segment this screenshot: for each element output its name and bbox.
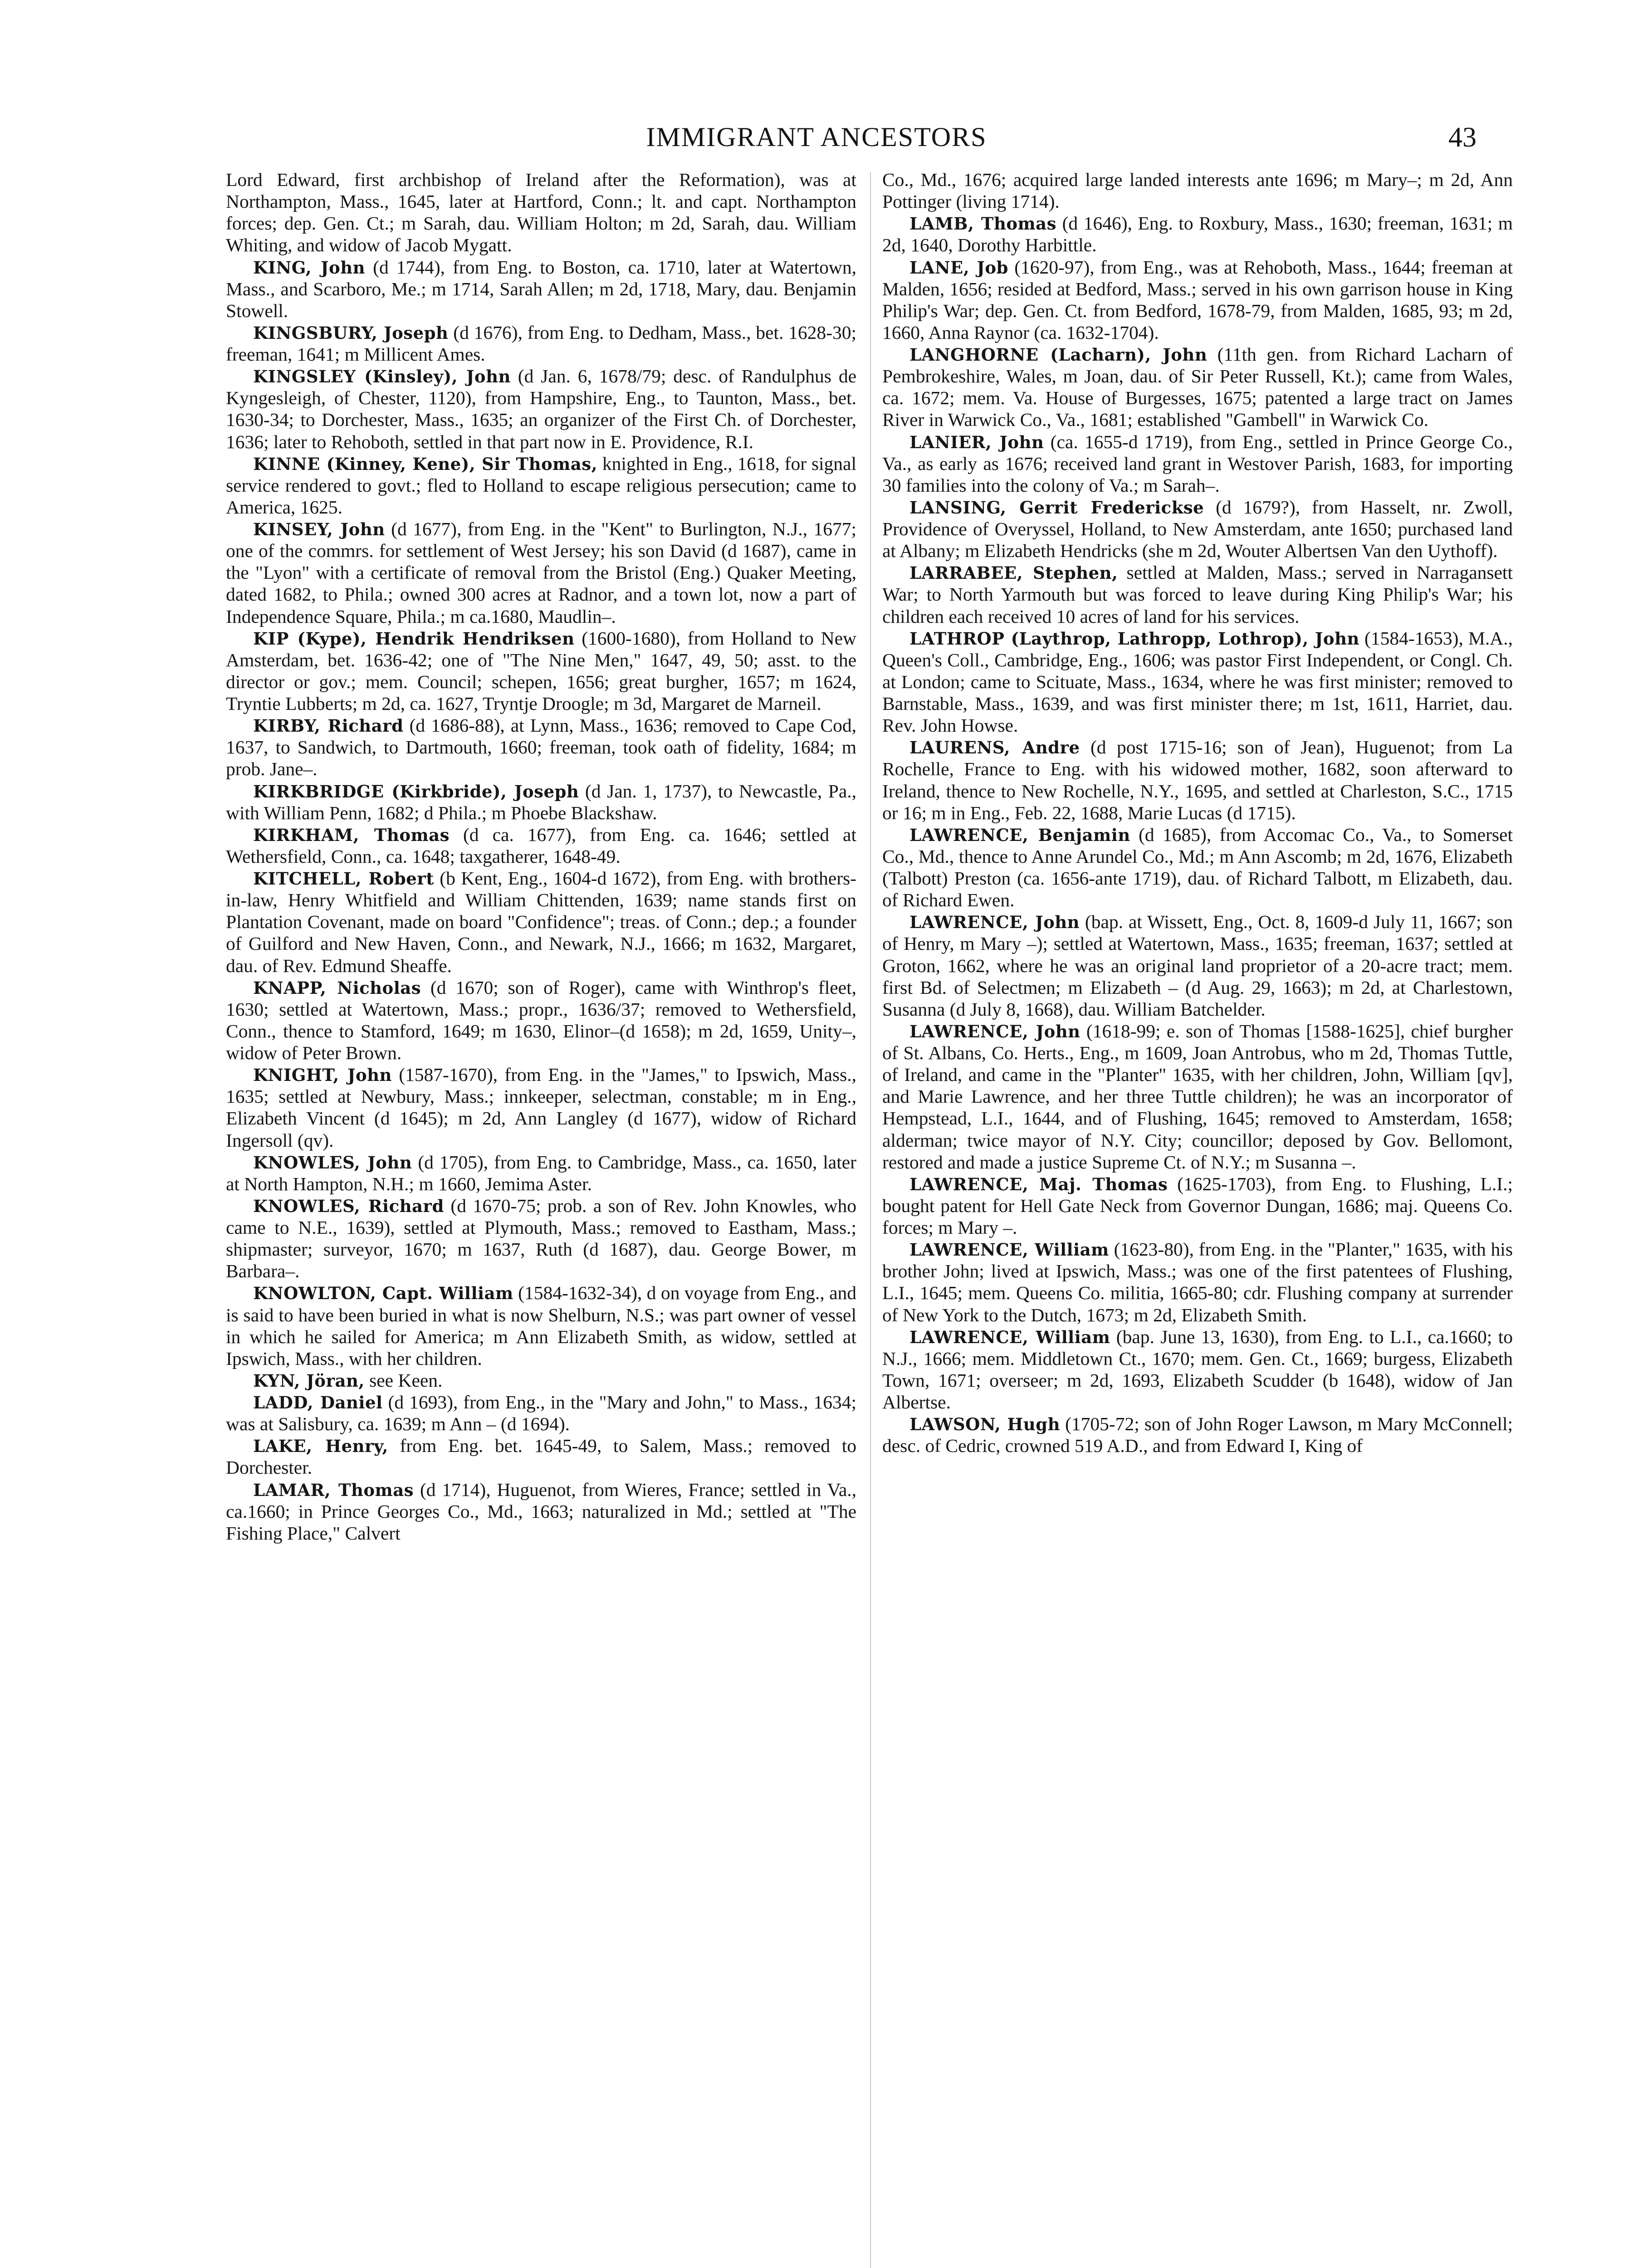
dictionary-entry bbox=[226, 714, 856, 780]
entry-name: LAWRENCE, William bbox=[909, 1240, 1109, 1260]
dictionary-entry bbox=[226, 1151, 856, 1195]
entry-text: (b Kent, Eng., 1604-d 1672), from Eng. with brothers-in-law, Henry Whitfield and William Chittenden, 1639; name stands first on Plantation Covenant, made on board "Confidence"; treas. of Conn.; dep.; a founder of Guilford and New Haven, Conn., and Newark, N.J., 1666; m 1632, Margaret, dau. of Rev. Edmund Sheaffe. bbox=[226, 868, 856, 976]
dictionary-entry bbox=[226, 1369, 856, 1391]
entry-name: KING, John bbox=[253, 257, 366, 278]
entry-name: KYN, Jöran, bbox=[253, 1370, 365, 1391]
entry-text: (ca. 1655-d 1719), from Eng., settled in Prince George Co., Va., as early as 1676; received land grant in Westover Parish, 1683, for importing 30 families into the colony of Va.; m Sarah–. bbox=[882, 431, 1513, 496]
left-column bbox=[226, 169, 856, 2268]
dictionary-entry bbox=[226, 1391, 856, 1435]
dictionary-entry bbox=[882, 736, 1513, 824]
dictionary-entry bbox=[882, 1173, 1513, 1238]
dictionary-entry bbox=[882, 824, 1513, 911]
entry-text: (d Jan. 1, 1737), to Newcastle, Pa., with William Penn, 1682; d Phila.; m Phoebe Blackshaw. bbox=[226, 780, 856, 823]
dictionary-entry bbox=[226, 780, 856, 824]
entry-text: (1587-1670), from Eng. in the "James," to Ipswich, Mass., 1635; settled at Newbury, Mass.; innkeeper, selectman, constable; m in Eng., Elizabeth Vincent (d 1645); m 2d, Ann Langley (d 1677), widow of Richard Ingersoll (qv). bbox=[226, 1064, 856, 1151]
dictionary-entry bbox=[226, 1195, 856, 1282]
entry-text: (d 1705), from Eng. to Cambridge, Mass., ca. 1650, later at North Hampton, N.H.; m 1660, Jemima Aster. bbox=[226, 1151, 856, 1194]
entry-text: (d 1714), Huguenot, from Wieres, France; settled in Va., ca.1660; in Prince Georges Co., Md., 1663; naturalized in Md.; settled at "The Fishing Place," Calvert bbox=[226, 1479, 856, 1544]
entry-name: KITCHELL, Robert bbox=[253, 869, 434, 889]
dictionary-entry bbox=[226, 518, 856, 627]
entry-text: (d 1677), from Eng. in the "Kent" to Burlington, N.J., 1677; one of the commrs. for settlement of West Jersey; his son David (d 1687), came in the "Lyon" with a certificate of removal from the Bristol (Eng.) Quaker Meeting, dated 1682, to Phila.; owned 300 acres at Radnor, and a town lot, now a part of Independence Square, Phila.; m ca.1680, Maudlin–. bbox=[226, 518, 856, 627]
entry-name: LANIER, John bbox=[909, 432, 1044, 452]
dictionary-entry bbox=[882, 212, 1513, 256]
page-number: 43 bbox=[1448, 122, 1477, 153]
entry-name: LAWRENCE, William bbox=[909, 1327, 1110, 1347]
dictionary-entry bbox=[226, 627, 856, 715]
entry-text: (d 1646), Eng. to Roxbury, Mass., 1630; freeman, 1631; m 2d, 1640, Dorothy Harbittle. bbox=[882, 213, 1513, 256]
entry-name: LAWRENCE, John bbox=[909, 1021, 1081, 1041]
entry-name: LAWRENCE, Maj. Thomas bbox=[909, 1174, 1168, 1194]
entry-text: (1623-80), from Eng. in the "Planter," 1635, with his brother John; lived at Ipswich, Mass.; was one of the first patentees of Flushing, L.I., 1645; mem. Queens Co. militia, 1665-80; cdr. Flushing company at surrender of New York to the Dutch, 1673; m 2d, Elizabeth Smith. bbox=[882, 1239, 1513, 1325]
dictionary-entry bbox=[882, 343, 1513, 431]
entry-name: KINSEY, John bbox=[253, 519, 385, 539]
dictionary-entry bbox=[226, 977, 856, 1064]
dictionary-entry bbox=[882, 496, 1513, 562]
entry-text: (d ca. 1677), from Eng. ca. 1646; settled at Wethersfield, Conn., ca. 1648; taxgatherer, 1648-49. bbox=[226, 824, 856, 867]
entry-text: (1625-1703), from Eng. to Flushing, L.I.; bought patent for Hell Gate Neck from Governor Dungan, 1686; maj. Queens Co. forces; m Mary –. bbox=[882, 1173, 1513, 1238]
dictionary-entry bbox=[882, 1020, 1513, 1173]
dictionary-entry bbox=[882, 169, 1513, 212]
entry-name: LANSING, Gerrit Fredericksе bbox=[909, 497, 1204, 518]
dictionary-entry bbox=[226, 867, 856, 977]
dictionary-entry bbox=[226, 1282, 856, 1369]
dictionary-entry bbox=[226, 256, 856, 322]
dictionary-entry bbox=[882, 627, 1513, 737]
page-header bbox=[0, 122, 1633, 171]
entry-text: Lord Edward, first archbishop of Ireland after the Reformation), was at Northampton, Mass., 1645, later at Hartford, Conn.; lt. and capt. Northampton forces; dep. Gen. Ct.; m Sarah, dau. William Holton; m 2d, Sarah, dau. William Whiting, and widow of Jacob Mygatt. bbox=[226, 169, 856, 256]
dictionary-entry bbox=[882, 431, 1513, 496]
dictionary-entry bbox=[226, 322, 856, 365]
entry-name: KINGSBURY, Joseph bbox=[253, 323, 449, 343]
entry-name: LAURENS, Andre bbox=[909, 738, 1080, 758]
dictionary-entry bbox=[882, 1238, 1513, 1326]
entry-text: (d 1685), from Accomac Co., Va., to Somerset Co., Md., thence to Anne Arundel Co., Md.; m Ann Ascomb; m 2d, 1676, Elizabeth (Talbott) Preston (ca. 1656-ante 1719), dau. of Richard Talbott, m Elizabeth, dau. of Richard Ewen. bbox=[882, 824, 1513, 911]
entry-name: KNOWLES, John bbox=[253, 1152, 412, 1173]
dictionary-entry bbox=[226, 1435, 856, 1478]
entry-text: settled at Malden, Mass.; served in Narragansett War; to North Yarmouth but was forced to leave during King Philip's War; his children each received 10 acres of land for his services. bbox=[882, 562, 1513, 627]
entry-text: (d Jan. 6, 1678/79; desc. of Randulphus de Kyngesleigh, of Chester, 1120), from Hampshire, Eng., to Taunton, Mass., bet. 1630-34; to Dorchester, Mass., 1635; an organizer of the First Ch. of Dorchester, 1636; later to Rehoboth, settled in that part now in E. Providence, R.I. bbox=[226, 366, 856, 452]
entry-text: (1618-99; e. son of Thomas [1588-1625], chief burgher of St. Albans, Co. Herts., Eng., m 1609, Joan Antrobus, who m 2d, Thomas Tuttle, of Ireland, and came in the "Planter" 1635, with her children, John, William [qv], and Marie Lawrence, and her three Tuttle children); he was an incorporator of Hempstead, L.I., 1644, and of Flushing, 1645; removed to Amsterdam, 1658; alderman; twice mayor of N.Y. City; councillor; deposed by Gov. Bellomont, restored and made a justice Supreme Ct. of N.Y.; m Susanna –. bbox=[882, 1020, 1513, 1173]
dictionary-entry bbox=[226, 1064, 856, 1151]
entry-text: (d 1670; son of Roger), came with Winthrop's fleet, 1630; settled at Watertown, Mass.; propr., 1636/37; removed to Wethersfield, Conn., thence to Stamford, 1649; m 1630, Elinor–(d 1658); m 2d, 1659, Unity–, widow of Peter Brown. bbox=[226, 977, 856, 1063]
entry-name: LAMB, Thomas bbox=[909, 214, 1056, 234]
entry-name: LATHROP (Laythrop, Lathropp, Lothrop), John bbox=[909, 628, 1359, 649]
entry-text: (bap. June 13, 1630), from Eng. to L.I., ca.1660; to N.J., 1666; mem. Middletown Ct., 1670; mem. Gen. Ct., 1669; burgess, Elizabeth Town, 1671; overseer; m 2d, 1693, Elizabeth Scudder (b 1648), widow of Jan Albertse. bbox=[882, 1326, 1513, 1413]
entry-text: knighted in Eng., 1618, for signal service rendered to govt.; fled to Holland to escape religious persecution; came to America, 1625. bbox=[226, 453, 856, 518]
dictionary-entry bbox=[882, 1413, 1513, 1457]
running-head: IMMIGRANT ANCESTORS bbox=[646, 122, 987, 152]
entry-text: (d 1744), from Eng. to Boston, ca. 1710, later at Watertown, Mass., and Scarboro, Me.; m 1714, Sarah Allen; m 2d, 1718, Mary, dau. Benjamin Stowell. bbox=[226, 256, 856, 321]
entry-text: Co., Md., 1676; acquired large landed interests ante 1696; m Mary–; m 2d, Ann Pottinger (living 1714). bbox=[882, 169, 1513, 212]
entry-name: KIRKHAM, Thomas bbox=[253, 825, 450, 845]
entry-name: LAWRENCE, Benjamin bbox=[909, 825, 1130, 845]
entry-text: (1584-1632-34), d on voyage from Eng., and is said to have been buried in what is now Shelburn, N.S.; was part owner of vessel in which he sailed for America; m Ann Elizabeth Smith, as widow, settled at Ipswich, Mass., with her children. bbox=[226, 1282, 856, 1369]
dictionary-entry bbox=[882, 911, 1513, 1020]
entry-text: from Eng. bet. 1645-49, to Salem, Mass.; removed to Dorchester. bbox=[226, 1435, 856, 1478]
entry-name: KNOWLTON, Capt. William bbox=[253, 1283, 513, 1304]
entry-name: KNIGHT, John bbox=[253, 1065, 392, 1085]
entry-text: (bap. at Wissett, Eng., Oct. 8, 1609-d July 11, 1667; son of Henry, m Mary –); settled at Watertown, Mass., 1635; freeman, 1637; settled at Groton, 1662, where he was an original land proprietor of a 20-acre tract; mem. first Bd. of Selectmen; m Elizabeth – (d Aug. 29, 1663); m 2d, at Charlestown, Susanna (d July 8, 1668), dau. William Batchelder. bbox=[882, 911, 1513, 1020]
entry-name: LADD, Daniel bbox=[253, 1393, 383, 1413]
entry-name: LARRABEE, Stephen, bbox=[909, 563, 1118, 583]
dictionary-entry bbox=[882, 256, 1513, 344]
entry-name: LAWRENCE, John bbox=[909, 912, 1080, 933]
entry-name: LANGHORNE (Lacharn), John bbox=[909, 345, 1208, 365]
entry-name: LANE, Job bbox=[909, 257, 1008, 278]
dictionary-entry bbox=[882, 1326, 1513, 1413]
entry-text: (d 1693), from Eng., in the "Mary and John," to Mass., 1634; was at Salisbury, ca. 1639; m Ann – (d 1694). bbox=[226, 1392, 856, 1435]
entry-name: KIRBY, Richard bbox=[253, 716, 404, 736]
dictionary-entry bbox=[226, 824, 856, 867]
entry-text: (d 1670-75; prob. a son of Rev. John Knowles, who came to N.E., 1639), settled at Plymouth, Mass.; removed to Eastham, Mass.; shipmaster; surveyor, 1670; m 1637, Ruth (d 1687), dau. George Bower, m Barbara–. bbox=[226, 1195, 856, 1282]
entry-text: (1620-97), from Eng., was at Rehoboth, Mass., 1644; freeman at Malden, 1656; resided at Bedford, Mass.; served in his own garrison house in King Philip's War; dep. Gen. Ct. from Bedford, 1678-79, from Malden, 1685, 93; m 2d, 1660, Anna Raynor (ca. 1632-1704). bbox=[882, 256, 1513, 343]
dictionary-entry bbox=[226, 365, 856, 453]
entry-name: KINGSLEY (Kinsley), John bbox=[253, 367, 511, 387]
entry-name: KINNE (Kinney, Kene), Sir Thomas, bbox=[253, 454, 597, 474]
dictionary-entry bbox=[226, 1479, 856, 1544]
entry-text: (1600-1680), from Holland to New Amsterdam, bet. 1636-42; one of "The Nine Men," 1647, 49, 50; asst. to the director or gov.; mem. Council; schepen, 1656; great burgher, 1657; m 1624, Tryntie Lubberts; m 2d, ca. 1627, Tryntje Droogle; m 3d, Margaret de Marneil. bbox=[226, 627, 856, 714]
column-divider bbox=[870, 172, 871, 2268]
entry-name: LAKE, Henry, bbox=[253, 1436, 388, 1457]
dictionary-entry bbox=[882, 562, 1513, 627]
entry-name: LAMAR, Thomas bbox=[253, 1480, 414, 1500]
entry-text: (d 1686-88), at Lynn, Mass., 1636; removed to Cape Cod, 1637, to Sandwich, to Dartmouth, 1660; freeman, took oath of fidelity, 1684; m prob. Jane–. bbox=[226, 715, 856, 780]
entry-text: (11th gen. from Richard Lacharn of Pembrokeshire, Wales, m Joan, dau. of Sir Peter Russell, Kt.); came from Wales, ca. 1672; mem. Va. House of Burgesses, 1675; patented a large tract on James River in Warwick Co., Va., 1681; established "Gambell" in Warwick Co. bbox=[882, 344, 1513, 430]
entry-text: (d 1679?), from Hasselt, nr. Zwoll, Providence of Overyssel, Holland, to New Amsterdam, ante 1650; purchased land at Albany; m Elizabeth Hendricks (she m 2d, Wouter Albertsen Van den Uythoff). bbox=[882, 496, 1513, 562]
entry-text: (1705-72; son of John Roger Lawson, m Mary McConnell; desc. of Cedric, crowned 519 A.D., and from Edward I, King of bbox=[882, 1413, 1513, 1457]
dictionary-entry bbox=[226, 453, 856, 518]
entry-name: LAWSON, Hugh bbox=[909, 1414, 1060, 1435]
entry-name: KIRKBRIDGE (Kirkbride), Joseph bbox=[253, 781, 579, 802]
entry-name: KIP (Kype), Hendrik Hendriksen bbox=[253, 628, 575, 649]
entry-name: KNOWLES, Richard bbox=[253, 1196, 444, 1216]
entry-name: KNAPP, Nicholas bbox=[253, 978, 421, 998]
entry-text: (d 1676), from Eng. to Dedham, Mass., bet. 1628-30; freeman, 1641; m Millicent Ames. bbox=[226, 322, 856, 365]
entry-text: see Keen. bbox=[369, 1369, 443, 1391]
right-column bbox=[882, 169, 1513, 2268]
entry-text: (d post 1715-16; son of Jean), Huguenot; from La Rochelle, France to Eng. with his widowed mother, 1682, soon afterward to Ireland, thence to New Rochelle, N.Y., 1695, and settled at Charleston, S.C., 1715 or 16; m in Eng., Feb. 22, 1688, Marie Lucas (d 1715). bbox=[882, 737, 1513, 823]
dictionary-entry bbox=[226, 169, 856, 256]
entry-text: (1584-1653), M.A., Queen's Coll., Cambridge, Eng., 1606; was pastor First Independent, or Congl. Ch. at London; came to Scituate, Mass., 1634, where he was first minister; removed to Barnstable, Mass., 1639, and was first minister there; m 1st, 1611, Harriet, dau. Rev. John Howse. bbox=[882, 627, 1513, 736]
